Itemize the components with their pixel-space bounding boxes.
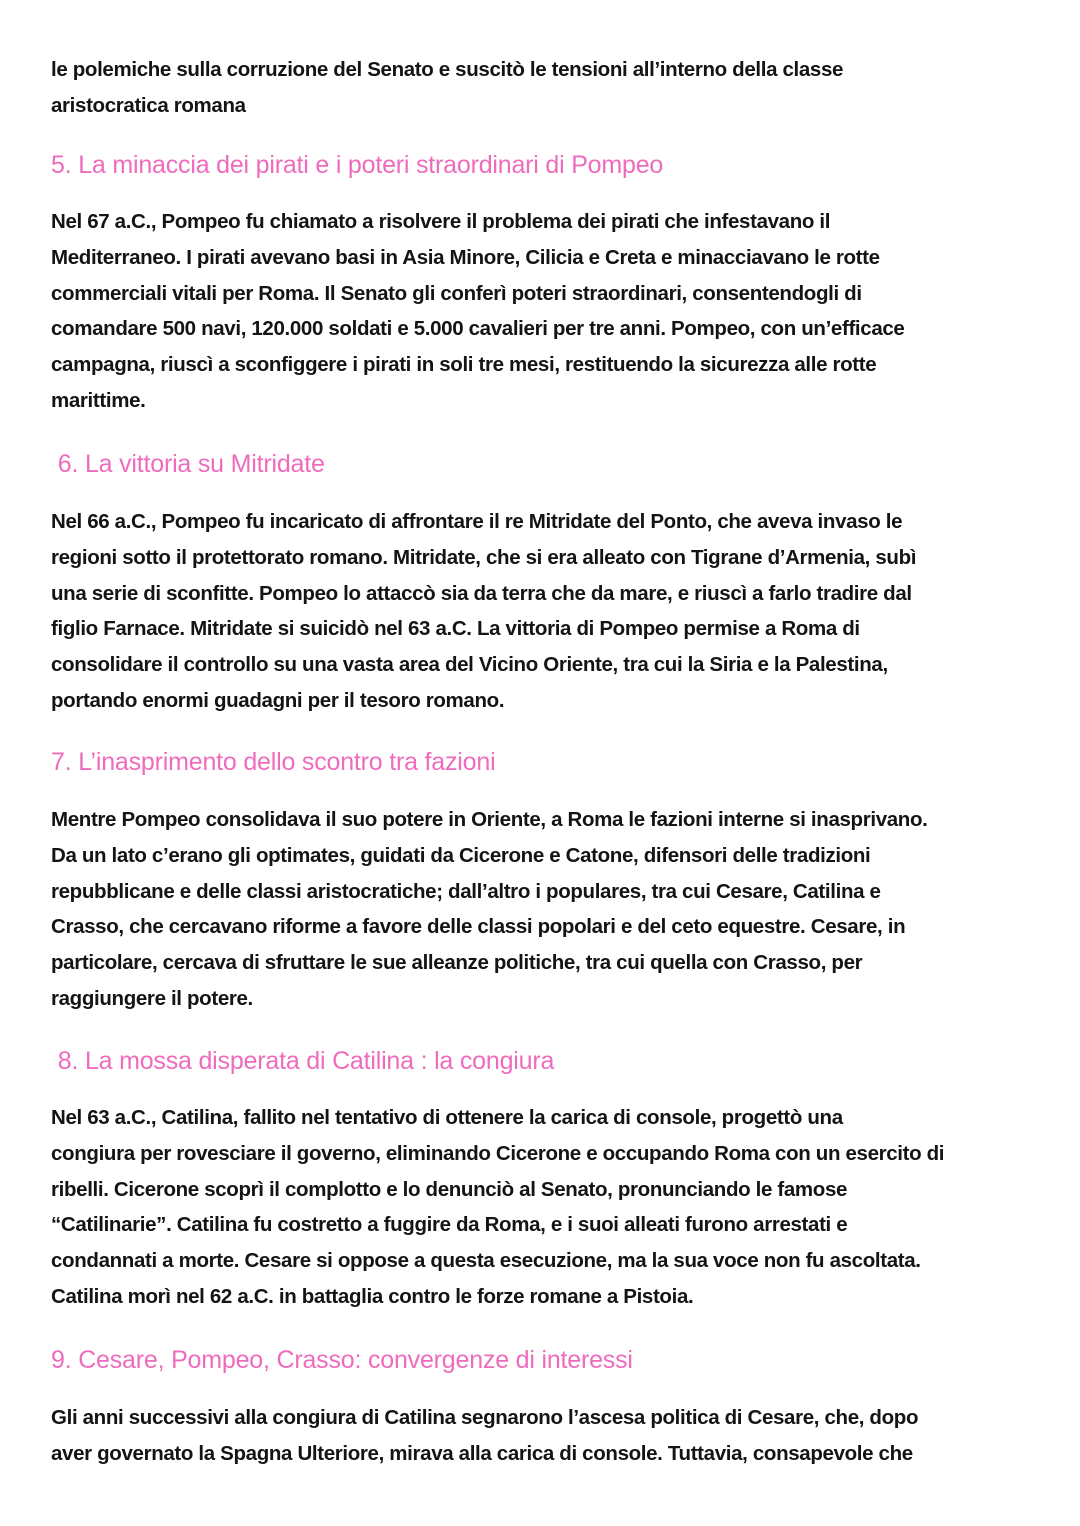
text-line: aver governato la Spagna Ulteriore, mirava alla carica di console. Tuttavia, consapevole che xyxy=(51,1441,913,1465)
text-line: Da un lato c’erano gli optimates, guidati da Cicerone e Catone, difensori delle tradizioni xyxy=(51,843,871,867)
text-line: “Catilinarie”. Catilina fu costretto a fuggire da Roma, e i suoi alleati furono arrestati e xyxy=(51,1213,848,1237)
text-line: particolare, cercava di sfruttare le sue alleanze politiche, tra cui quella con Crasso, per xyxy=(51,951,863,975)
section-paragraph-7 xyxy=(51,802,928,1017)
text-line: Nel 63 a.C., Catilina, fallito nel tentativo di ottenere la carica di console, progettò una xyxy=(51,1106,843,1129)
text-line: regioni sotto il protettorato romano. Mitridate, che si era alleato con Tigrane d’Armenia, subì xyxy=(51,545,917,569)
text-line: repubblicane e delle classi aristocratiche; dall’altro i populares, tra cui Cesare, Catilina e xyxy=(51,879,881,903)
text-line: portando enormi guadagni per il tesoro romano. xyxy=(51,688,505,712)
text-line: una serie di sconfitte. Pompeo lo attaccò sia da terra che da mare, e riuscì a farlo tradire dal xyxy=(51,581,912,605)
text-line: commerciali vitali per Roma. Il Senato gli conferì poteri straordinari, consentendogli di xyxy=(51,281,862,305)
intro-continuation-paragraph xyxy=(51,52,843,124)
section-heading-5: 5. La minaccia dei pirati e i poteri straordinari di Pompeo xyxy=(51,151,664,179)
section-paragraph-5 xyxy=(51,204,904,419)
section-paragraph-8 xyxy=(51,1100,944,1315)
section-heading-6: 6. La vittoria su Mitridate xyxy=(51,450,325,478)
text-line: raggiungere il potere. xyxy=(51,986,253,1010)
text-line: campagna, riuscì a sconfiggere i pirati in soli tre mesi, restituendo la sicurezza alle rotte xyxy=(51,353,877,377)
text-line: Gli anni successivi alla congiura di Catilina segnarono l’ascesa politica di Cesare, che, dopo xyxy=(51,1406,919,1429)
text-line: le polemiche sulla corruzione del Senato e suscitò le tensioni all’interno della classe xyxy=(51,58,844,81)
text-line: condannati a morte. Cesare si oppose a questa esecuzione, ma la sua voce non fu ascoltata. xyxy=(51,1249,921,1273)
section-heading-9: 9. Cesare, Pompeo, Crasso: convergenze di interessi xyxy=(51,1346,633,1374)
text-line: Mentre Pompeo consolidava il suo potere in Oriente, a Roma le fazioni interne si inasprivano. xyxy=(51,808,928,831)
text-line: congiura per rovesciare il governo, eliminando Cicerone e occupando Roma con un esercito di xyxy=(51,1141,945,1165)
section-heading-7: 7. L’inasprimento dello scontro tra fazioni xyxy=(51,748,496,776)
text-line: Nel 66 a.C., Pompeo fu incaricato di affrontare il re Mitridate del Ponto, che aveva invaso le xyxy=(51,510,903,533)
text-line: Nel 67 a.C., Pompeo fu chiamato a risolvere il problema dei pirati che infestavano il xyxy=(51,210,831,233)
text-line: ribelli. Cicerone scoprì il complotto e lo denunciò al Senato, pronunciando le famose xyxy=(51,1177,848,1201)
text-line: consolidare il controllo su una vasta area del Vicino Oriente, tra cui la Siria e la Palestina, xyxy=(51,653,888,677)
section-paragraph-6 xyxy=(51,504,916,719)
text-line: Mediterraneo. I pirati avevano basi in Asia Minore, Cilicia e Creta e minacciavano le rotte xyxy=(51,245,880,269)
text-line: aristocratica romana xyxy=(51,93,246,117)
section-heading-8: 8. La mossa disperata di Catilina : la congiura xyxy=(51,1047,555,1075)
text-line: comandare 500 navi, 120.000 soldati e 5.000 cavalieri per tre anni. Pompeo, con un’efficace xyxy=(51,317,905,341)
section-paragraph-9 xyxy=(51,1400,918,1472)
text-line: marittime. xyxy=(51,388,146,412)
text-line: Crasso, che cercavano riforme a favore delle classi popolari e del ceto equestre. Cesare, in xyxy=(51,915,906,939)
text-line: figlio Farnace. Mitridate si suicidò nel 63 a.C. La vittoria di Pompeo permise a Roma di xyxy=(51,617,860,641)
text-line: Catilina morì nel 62 a.C. in battaglia contro le forze romane a Pistoia. xyxy=(51,1284,694,1308)
